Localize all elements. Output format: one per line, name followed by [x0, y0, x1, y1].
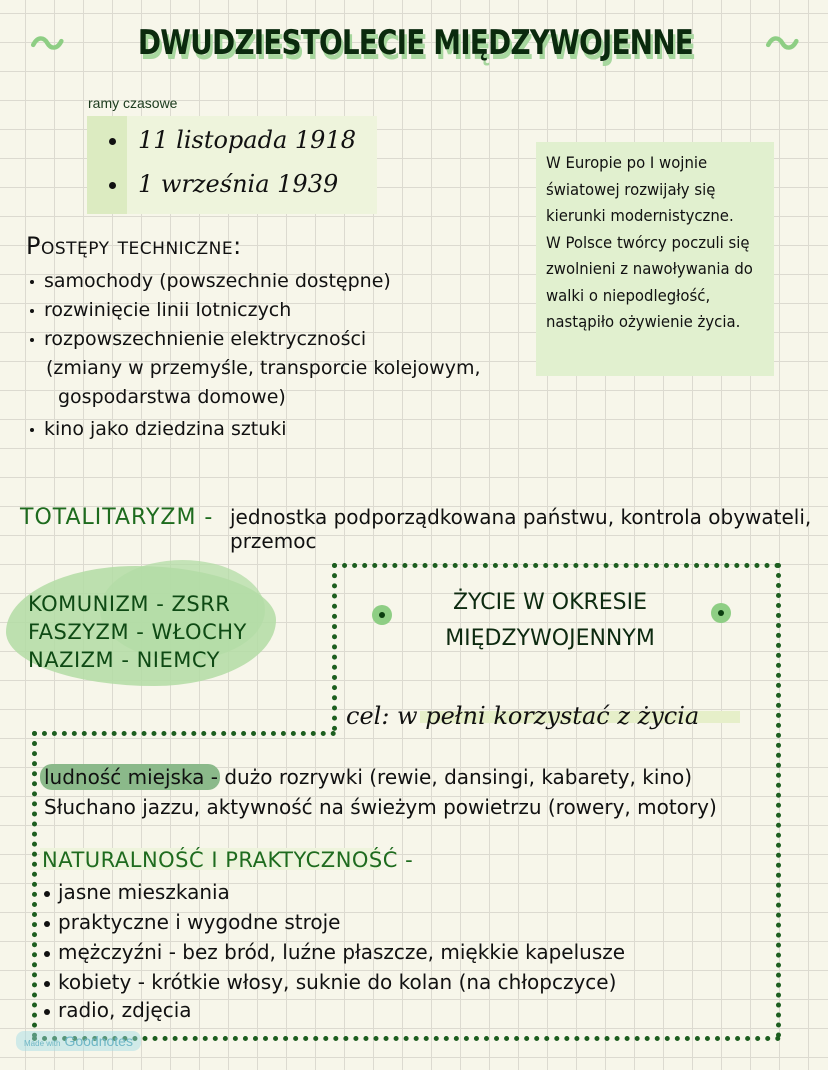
bullet-icon: [30, 338, 34, 342]
dotted-border: [332, 563, 780, 568]
bullet-icon: [30, 280, 34, 284]
list-item-continuation: gospodarstwa domowe): [58, 386, 286, 408]
list-item: rozwinięcie linii lotniczych: [30, 299, 291, 321]
dotted-border: [32, 731, 336, 736]
list-item: mężczyźni - bez bród, luźne płaszcze, miękkie kapelusze: [44, 940, 625, 964]
dotted-border: [332, 563, 337, 731]
ideology-item: FASZYZM - WŁOCHY: [28, 620, 247, 644]
list-item-continuation: (zmiany w przemyśle, transporcie kolejowym,: [46, 357, 481, 379]
life-section-title: ŻYCIE W OKRESIE MIĘDZYWOJENNYM: [445, 590, 655, 651]
list-item: rozpowszechnienie elektryczności: [30, 328, 366, 350]
totalitarianism-heading: TOTALITARYZM -: [20, 505, 214, 530]
bullet-icon: [44, 891, 50, 897]
dot-icon: [372, 605, 392, 625]
dot-icon: [711, 603, 731, 623]
tech-progress-heading: Postępy techniczne:: [26, 232, 242, 260]
bullet-icon: [30, 309, 34, 313]
title-text: DWUDZIESTOLECIE MIĘDZYWOJENNE: [137, 23, 693, 63]
bullet-icon: [109, 182, 116, 189]
info-line: W Polsce twórcy poczuli się: [546, 232, 750, 252]
date-start: 11 listopada 1918: [109, 126, 356, 154]
goodnotes-watermark: Made with Goodnotes: [16, 1031, 141, 1051]
dotted-border: [32, 1036, 781, 1041]
bullet-icon: [30, 428, 34, 432]
info-line: W Europie po I wojnie: [546, 153, 708, 172]
bullet-icon: [44, 1009, 50, 1015]
bullet-icon: [44, 921, 50, 927]
bullet-icon: [44, 951, 50, 957]
dotted-border: [32, 731, 37, 1038]
wave-tilde-icon: [765, 28, 800, 58]
date-end: 1 września 1939: [109, 170, 338, 198]
list-item: radio, zdjęcia: [44, 998, 192, 1022]
info-line: walki o niepodległość,: [546, 285, 711, 305]
urban-label: ludność miejska: [44, 765, 205, 789]
life-goal: cel: w pełni korzystać z życia: [346, 702, 700, 730]
ideology-item: NAZIZM - NIEMCY: [28, 648, 220, 672]
info-box: [536, 142, 774, 376]
info-line: światowej rozwijały się: [546, 179, 716, 199]
totalitarianism-definition: jednostka podporządkowana państwu, kontrola obywateli, przemoc: [230, 505, 812, 553]
wave-tilde-icon: [30, 28, 65, 58]
info-line: kierunki modernistyczne.: [546, 206, 734, 225]
page-title: [30, 18, 800, 68]
bullet-icon: [109, 138, 116, 145]
bullet-icon: [44, 981, 50, 987]
urban-line-1: ludność miejska - dużo rozrywki (rewie, dansingi, kabarety, kino): [44, 765, 693, 789]
list-item: praktyczne i wygodne stroje: [44, 910, 340, 934]
ideology-list: [28, 590, 247, 674]
info-line: zwolnieni z nawoływania do: [546, 259, 753, 278]
urban-line-2: Słuchano jazzu, aktywność na świeżym powietrzu (rowery, motory): [44, 795, 717, 819]
time-frame-box: [87, 116, 377, 214]
ideology-item: KOMUNIZM - ZSRR: [28, 592, 231, 616]
info-line: nastąpiło ożywienie życia.: [546, 312, 741, 331]
list-item: kobiety - krótkie włosy, suknie do kolan (na chłopczyce): [44, 970, 616, 994]
nature-heading: NATURALNOŚĆ I PRAKTYCZNOŚĆ -: [42, 848, 414, 872]
time-frame-label: ramy czasowe: [88, 95, 178, 111]
list-item: jasne mieszkania: [44, 880, 230, 904]
dotted-border: [776, 563, 781, 1038]
list-item: samochody (powszechnie dostępne): [30, 270, 391, 292]
list-item: kino jako dziedzina sztuki: [30, 418, 287, 440]
